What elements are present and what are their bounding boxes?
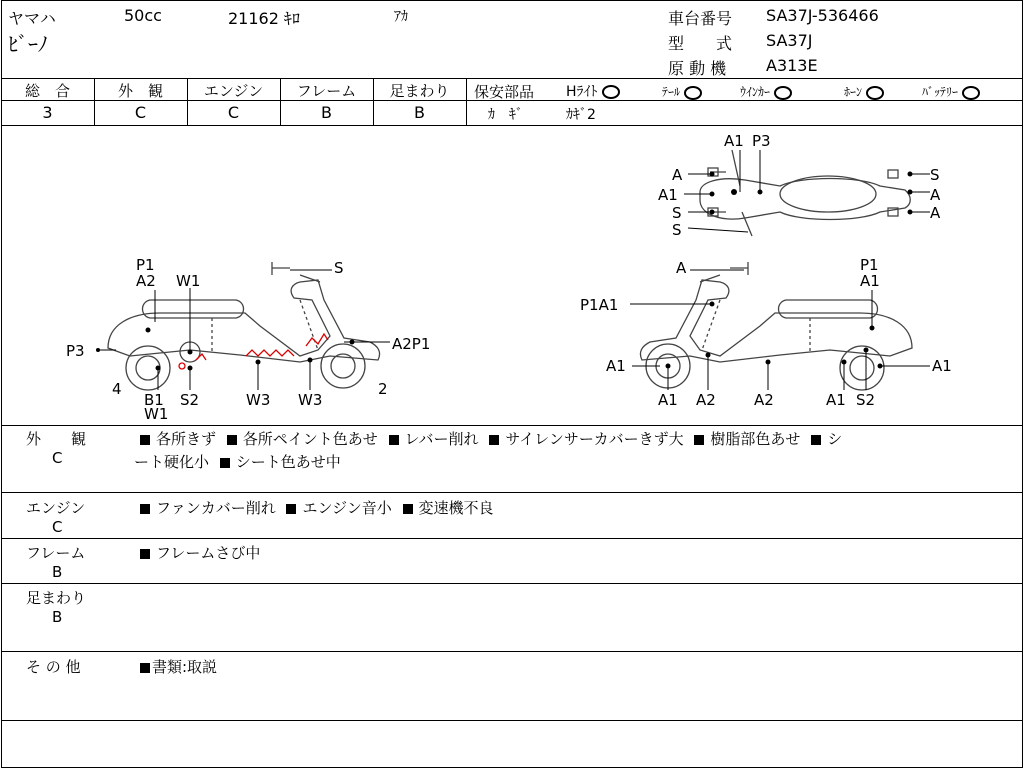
diagram-label: A (676, 259, 687, 277)
grade-engine-label: エンジン (203, 82, 264, 100)
bullet-icon (489, 435, 499, 445)
maker: ヤマハ (8, 9, 56, 28)
remark-label: 外 観 (26, 430, 87, 448)
remark-grade: B (52, 608, 63, 626)
diagram-label: S (672, 204, 682, 222)
grade-suspension-value: B (414, 103, 425, 122)
bullet-icon (286, 504, 296, 514)
status-ok-icon (962, 86, 980, 100)
left-scooter-body (108, 280, 380, 362)
bullet-icon (227, 435, 237, 445)
diagram-label: 2 (378, 380, 388, 398)
bullet-icon (140, 549, 150, 559)
safety-item-horn: ﾎｰﾝ (844, 83, 884, 100)
diagram-label: A2 (754, 391, 774, 409)
diagram-label: A2 (696, 391, 716, 409)
remark-items: 書類:取説 (134, 656, 217, 677)
bullet-icon (140, 435, 150, 445)
bullet-icon (403, 504, 413, 514)
bullet-icon (389, 435, 399, 445)
bullet-icon (220, 458, 230, 468)
bullet-icon (140, 663, 150, 673)
remark-items-line2: ート硬化小 シート色あせ中 (134, 453, 341, 471)
grade-frame-label: フレーム (296, 82, 357, 100)
diagram-label: S (334, 259, 344, 277)
remark-label: フレーム (26, 544, 86, 562)
diagram-label: S (930, 166, 940, 184)
bullet-icon (140, 504, 150, 514)
status-ok-icon (684, 86, 702, 100)
engine-value: A313E (766, 56, 818, 75)
diagram-label: P3 (752, 132, 771, 150)
diagram-label: A1 (658, 186, 678, 204)
remark-label: そ の 他 (26, 658, 81, 676)
diagram-label: A1 (932, 357, 952, 375)
diagram-label: A1 (860, 272, 880, 290)
diagram-label: S2 (180, 391, 200, 409)
key-value: ｶｷﾞ2 (566, 107, 596, 123)
type-label: 型 式 (668, 34, 733, 53)
right-scooter-seat (779, 300, 878, 318)
grade-exterior-label: 外 観 (117, 82, 163, 100)
diagram-label: W3 (298, 391, 323, 409)
frame-no-label: 車台番号 (668, 9, 733, 28)
left-front-wheel (321, 344, 365, 388)
diagram-label: 4 (112, 380, 122, 398)
remark-label: 足まわり (26, 589, 87, 607)
remark-items: 各所きず 各所ペイント色あせ レバー削れ サイレンサーカバーきず大 樹脂部色あせ シ (134, 428, 842, 449)
grade-overall-value: 3 (42, 103, 53, 122)
left-rear-wheel (126, 346, 170, 390)
diagram-label: W3 (246, 391, 271, 409)
top-view-body (700, 179, 910, 220)
damage-mark-zigzag (306, 334, 328, 346)
diagram-label: B1 (144, 391, 164, 409)
remark-grade: C (52, 449, 63, 467)
safety-title: 保安部品 (474, 83, 535, 101)
diagram-label: S2 (856, 391, 876, 409)
diagram-label: W1 (144, 405, 169, 423)
safety-item-battery: ﾊﾞｯﾃﾘｰ (922, 83, 980, 100)
diagram-label: A1 (826, 391, 846, 409)
diagram-label: W1 (176, 272, 201, 290)
diagram-label: A2 (136, 272, 156, 290)
diagram-label: A1 (724, 132, 744, 150)
remark-items: フレームさび中 (134, 542, 260, 563)
diagram-label: A2P1 (392, 335, 431, 353)
remark-grade: C (52, 518, 63, 536)
frame-no: SA37J-536466 (766, 6, 879, 25)
right-scooter-body (640, 280, 912, 362)
remark-grade: B (52, 563, 63, 581)
top-view-seat (780, 176, 876, 212)
grade-overall-label: 総 合 (24, 82, 70, 100)
remark-items: ファンカバー削れ エンジン音小 変速機不良 (134, 497, 494, 518)
damage-mark-wave (246, 350, 294, 356)
diagram-label: P1 (860, 256, 879, 274)
displacement: 50cc (124, 6, 162, 25)
engine-label: 原 動 機 (668, 59, 727, 78)
safety-item-tail: ﾃｰﾙ (662, 83, 702, 100)
bullet-icon (811, 435, 821, 445)
diagram-label: A1 (658, 391, 678, 409)
diagram-label: A (930, 204, 941, 222)
bullet-icon (694, 435, 704, 445)
mileage: 21162 ｷﾛ (228, 9, 300, 28)
grade-suspension-label: 足まわり (389, 82, 450, 100)
model-name: ﾋﾞｰﾉ (8, 32, 48, 56)
diagram-label: A (930, 186, 941, 204)
safety-item-headlight: Hﾗｲﾄ (566, 81, 620, 101)
grade-engine-value: C (227, 103, 240, 122)
diagram-label: A1 (606, 357, 626, 375)
status-ok-icon (774, 86, 792, 100)
diagram-label: S (672, 221, 682, 239)
key-label: ｶ ｷﾞ (488, 107, 523, 123)
safety-item-winker: ｳｲﾝｶｰ (740, 83, 792, 100)
status-ok-icon (602, 85, 620, 99)
diagram-label: P1 (136, 256, 155, 274)
left-scooter-seat (143, 300, 244, 318)
diagram-label: P1A1 (580, 296, 619, 314)
diagram-label: A (672, 166, 683, 184)
remark-label: エンジン (26, 499, 86, 517)
type-value: SA37J (766, 31, 813, 50)
grade-exterior-value: C (134, 103, 147, 122)
damage-mark-circle (179, 363, 185, 369)
grade-frame-value: B (321, 103, 332, 122)
diagram-label: P3 (66, 342, 85, 360)
color: ｱｶ (394, 9, 408, 25)
status-ok-icon (866, 86, 884, 100)
